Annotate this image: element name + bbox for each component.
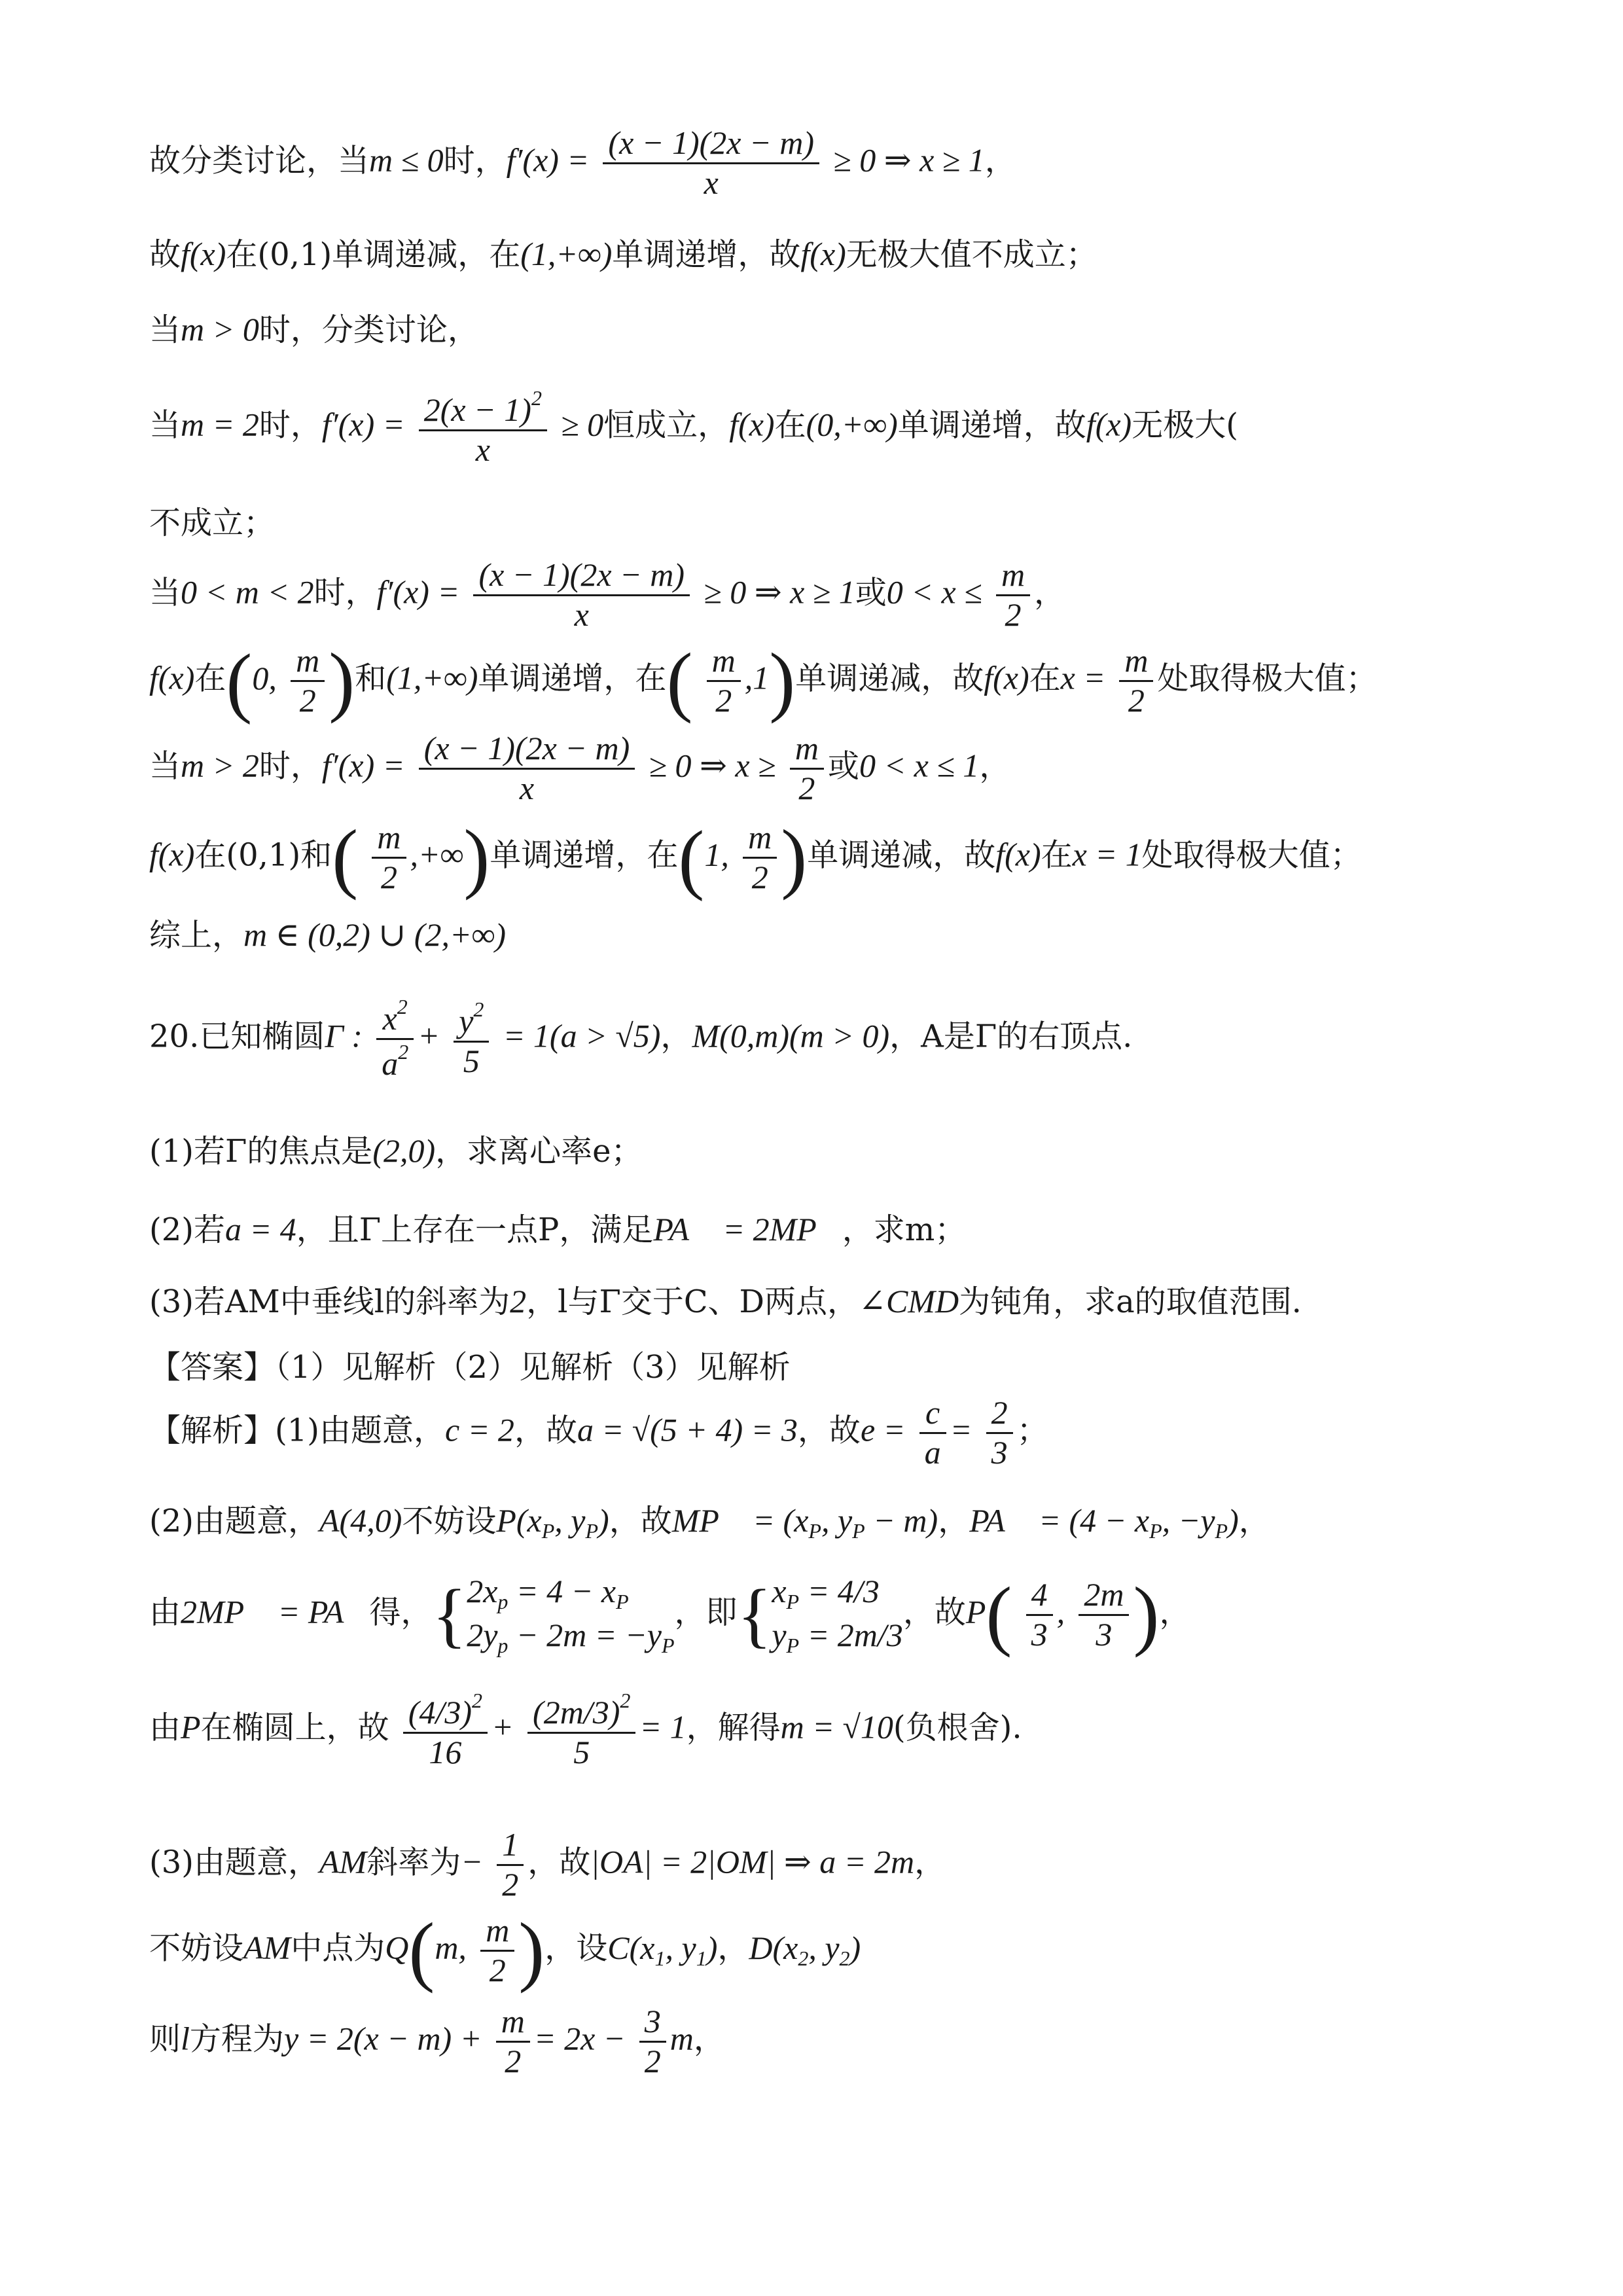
problem-20-part-2: (2)若a = 4，且Γ上存在一点P，满足PA⃗ = 2MP⃗，求m；: [149, 1211, 967, 1248]
analysis-part-2-system: 由2MP⃗ = PA⃗得，{ $2x_p = 4 - x_P$ $2y_p - 2m = -y_P$ ，即{ $x_P = 4/3$ $y_P = 2m/3$ ，故P( $\frac{4}{3}$ , $\frac{2m}{3}$ )，: [149, 1571, 1191, 1658]
problem-20-part-3: (3)若AM中垂线l的斜率为2，l与Γ交于C、D两点，∠CMD为钝角，求a的取值范围.: [149, 1283, 1302, 1320]
analysis-part-3-line-equation: 则l方程为y = 2(x − m) + $\frac{m}{2}$ = 2x − $\frac{3}{2}$ m，: [149, 2003, 725, 2079]
solution-line-9: f(x)在(0,1)和( $\frac{m}{2}$ ,+∞)单调递增，在(1, $\frac{m}{2}$ )单调递减，故f(x)在x = 1处取得极大值；: [149, 814, 1362, 902]
analysis-part-3-midpoint: 不妨设AM中点为Q(m, $\frac{m}{2}$ )，设$C(x_1$, $y_1$)，$D(x_2$, $y_2$): [149, 1907, 861, 1994]
analysis-part-3-slope: (3)由题意，AM斜率为− $\frac{1}{2}$ ，故|OA| = 2|OM| ⇒ a = 2m，: [149, 1826, 946, 1903]
solution-line-5: 不成立；: [149, 505, 276, 541]
solution-line-2: 故f(x)在(0,1)单调递减，在(1,+∞)单调递增，故f(x)无极大值不成立；: [149, 236, 1097, 273]
solution-line-1: 故分类讨论，当m ≤ 0时，f′(x) = $\frac{(x - 1)(2x - m)}{x}$ ≥ 0 ⇒ x ≥ 1，: [149, 124, 1016, 201]
solution-line-3: 当m > 0时，分类讨论，: [149, 311, 479, 348]
analysis-part-2-setup: (2)由题意，A(4,0)不妨设$P(x_P$, $y_P$)，故MP⃗ = ($x_P$, $y_P - m$)，PA⃗ = ($4 - x_P$, $-y_P$)，: [149, 1502, 1270, 1543]
solution-line-4: 当m = 2时，f′(x) = $\frac{2(x - 1)^2}{x}$ ≥ 0恒成立，f(x)在(0,+∞)单调递增，故f(x)无极大(: [149, 386, 1238, 468]
problem-20-statement: 20.已知椭圆Γ : $\frac{x^2}{a^2}$ + $\frac{y^2}{5}$ = 1(a > √5)，M(0,m)(m > 0)，A是Γ的右顶点.: [149, 995, 1133, 1082]
solution-line-10: 综上，m ∈ (0,2) ∪ (2,+∞): [149, 916, 507, 954]
solution-line-8: 当m > 2时，f′(x) = $\frac{(x - 1)(2x - m)}{x}$ ≥ 0 ⇒ x ≥ $\frac{m}{2}$ 或0 < x ≤ 1，: [149, 730, 1011, 806]
solution-line-7: f(x)在(0, $\frac{m}{2}$ )和(1,+∞)单调递增，在( $\frac{m}{2}$ ,1)单调递减，故f(x)在x = $\frac{m}{2}$ 处取得极大值；: [149, 637, 1378, 725]
answer-line: 【答案】（1）见解析（2）见解析（3）见解析: [149, 1349, 791, 1386]
problem-20-part-1: (1)若Γ的焦点是(2,0)，求离心率e；: [149, 1132, 643, 1170]
analysis-part-1: 【解析】(1)由题意，c = 2，故a = √(5 + 4) = 3，故e = $\frac{c}{a}$ = $\frac{2}{3}$ ；: [149, 1394, 1048, 1471]
analysis-part-2-result: 由P在椭圆上，故 $\frac{(4/3)^2}{16}$ + $\frac{(2m/3)^2}{5}$ = 1，解得m = √10(负根舍).: [149, 1689, 1022, 1770]
solution-line-6: 当0 < m < 2时，f′(x) = $\frac{(x - 1)(2x - m)}{x}$ ≥ 0 ⇒ x ≥ 1或0 < x ≤ $\frac{m}{2}$ ，: [149, 556, 1066, 633]
